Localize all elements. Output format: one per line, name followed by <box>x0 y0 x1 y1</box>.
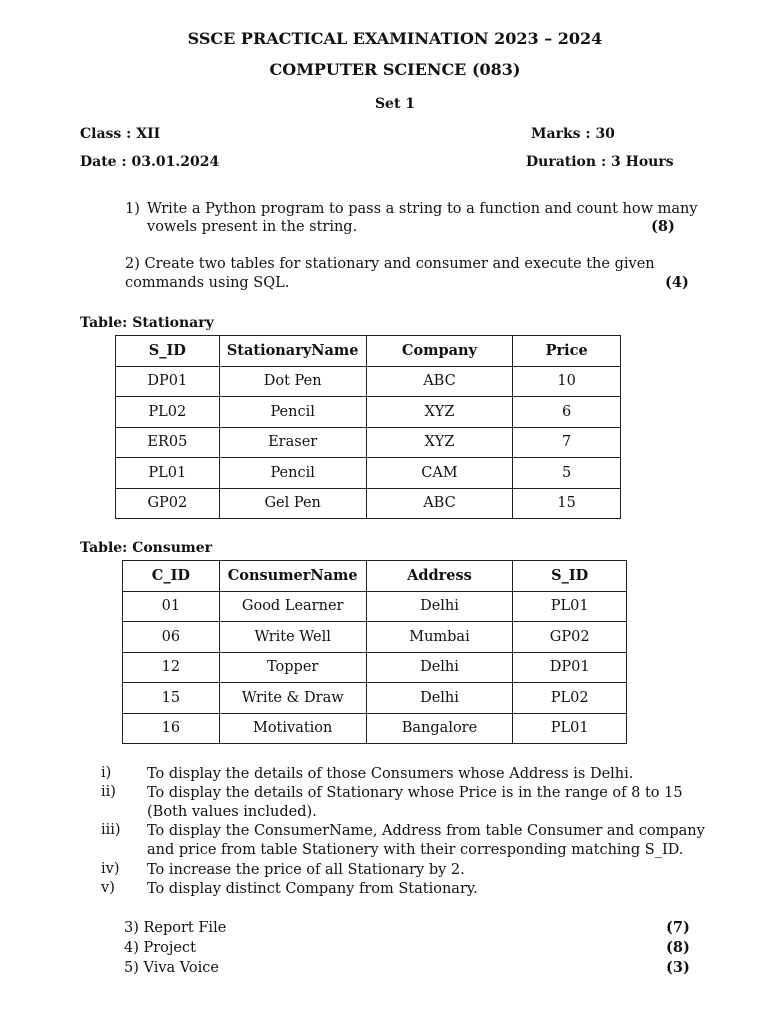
table-cell: ABC <box>366 488 513 519</box>
table-cell: DP01 <box>116 366 220 397</box>
table-cell: 10 <box>513 366 621 397</box>
report-file-label: 3) Report File <box>124 920 227 936</box>
q1-number: 1) <box>125 201 140 217</box>
table-row <box>116 397 621 428</box>
project-marks: (8) <box>666 939 690 956</box>
q2-line1: 2) Create two tables for stationary and consumer and execute the given <box>125 256 655 272</box>
subject-title: COMPUTER SCIENCE (083) <box>269 60 521 79</box>
table-cell: 06 <box>123 622 220 653</box>
query-text: To increase the price of all Stationary by 2. <box>147 862 465 878</box>
table-cell: Delhi <box>366 683 513 714</box>
table-cell: Eraser <box>219 427 366 458</box>
query-number: iv) <box>101 861 120 877</box>
date-label: Date : 03.01.2024 <box>80 154 220 170</box>
query-number: iii) <box>101 822 121 838</box>
q1-marks: (8) <box>651 218 675 235</box>
table-cell: 15 <box>123 683 220 714</box>
column-header: ConsumerName <box>219 561 366 592</box>
query-number: ii) <box>101 784 116 800</box>
table-row <box>123 652 627 683</box>
table-cell: PL01 <box>513 591 627 622</box>
set-label: Set 1 <box>374 96 416 112</box>
query-text: and price from table Stationery with their corresponding matching S_ID. <box>147 842 684 858</box>
table-cell: CAM <box>366 458 513 489</box>
table-header-row <box>123 561 627 592</box>
table-cell: 12 <box>123 652 220 683</box>
table-row <box>123 622 627 653</box>
table-cell: PL01 <box>116 458 220 489</box>
query-number: v) <box>101 880 115 896</box>
duration-label: Duration : 3 Hours <box>526 154 674 170</box>
table-cell: DP01 <box>513 652 627 683</box>
column-header: S_ID <box>116 336 220 367</box>
consumer-caption: Table: Consumer <box>80 540 213 556</box>
consumer-table <box>122 560 627 744</box>
column-header: Address <box>366 561 513 592</box>
table-cell: Dot Pen <box>219 366 366 397</box>
query-text: To display distinct Company from Stationary. <box>147 881 478 897</box>
class-label: Class : XII <box>80 126 161 142</box>
table-cell: ABC <box>366 366 513 397</box>
query-number: i) <box>101 765 112 781</box>
table-row <box>123 683 627 714</box>
table-cell: Delhi <box>366 591 513 622</box>
table-header-row <box>116 336 621 367</box>
table-cell: GP02 <box>513 622 627 653</box>
table-cell: Write & Draw <box>219 683 366 714</box>
table-cell: Delhi <box>366 652 513 683</box>
table-cell: Write Well <box>219 622 366 653</box>
table-cell: Good Learner <box>219 591 366 622</box>
table-cell: XYZ <box>366 427 513 458</box>
table-cell: 7 <box>513 427 621 458</box>
marks-label: Marks : 30 <box>531 126 615 142</box>
q1-line1: Write a Python program to pass a string to a function and count how many <box>147 201 698 217</box>
table-cell: Bangalore <box>366 713 513 744</box>
viva-marks: (3) <box>666 959 690 976</box>
column-header: S_ID <box>513 561 627 592</box>
exam-title: SSCE PRACTICAL EXAMINATION 2023 – 2024 <box>187 29 603 48</box>
query-text: To display the details of Stationary whose Price is in the range of 8 to 15 <box>147 785 683 801</box>
query-text: To display the ConsumerName, Address from table Consumer and company <box>147 823 705 839</box>
column-header: Company <box>366 336 513 367</box>
column-header: C_ID <box>123 561 220 592</box>
table-cell: 01 <box>123 591 220 622</box>
table-cell: XYZ <box>366 397 513 428</box>
table-cell: ER05 <box>116 427 220 458</box>
column-header: Price <box>513 336 621 367</box>
table-row <box>116 488 621 519</box>
table-cell: PL02 <box>116 397 220 428</box>
table-cell: Topper <box>219 652 366 683</box>
table-cell: Mumbai <box>366 622 513 653</box>
project-label: 4) Project <box>124 940 196 956</box>
q1-line2: vowels present in the string. <box>147 219 358 235</box>
query-text: To display the details of those Consumers whose Address is Delhi. <box>147 766 634 782</box>
table-cell: Gel Pen <box>219 488 366 519</box>
column-header: StationaryName <box>219 336 366 367</box>
table-row <box>116 427 621 458</box>
table-cell: Pencil <box>219 458 366 489</box>
query-text: (Both values included). <box>147 804 317 820</box>
q2-marks: (4) <box>665 274 689 291</box>
table-row <box>123 713 627 744</box>
table-cell: Motivation <box>219 713 366 744</box>
table-cell: 16 <box>123 713 220 744</box>
viva-label: 5) Viva Voice <box>124 960 220 976</box>
stationary-table <box>115 335 621 519</box>
q2-line2: commands using SQL. <box>125 275 290 291</box>
table-cell: GP02 <box>116 488 220 519</box>
table-cell: Pencil <box>219 397 366 428</box>
report-file-marks: (7) <box>666 919 690 936</box>
table-row <box>116 458 621 489</box>
table-cell: PL01 <box>513 713 627 744</box>
table-cell: 15 <box>513 488 621 519</box>
table-row <box>123 591 627 622</box>
table-cell: PL02 <box>513 683 627 714</box>
table-cell: 6 <box>513 397 621 428</box>
table-cell: 5 <box>513 458 621 489</box>
table-row <box>116 366 621 397</box>
stationary-caption: Table: Stationary <box>80 315 214 331</box>
